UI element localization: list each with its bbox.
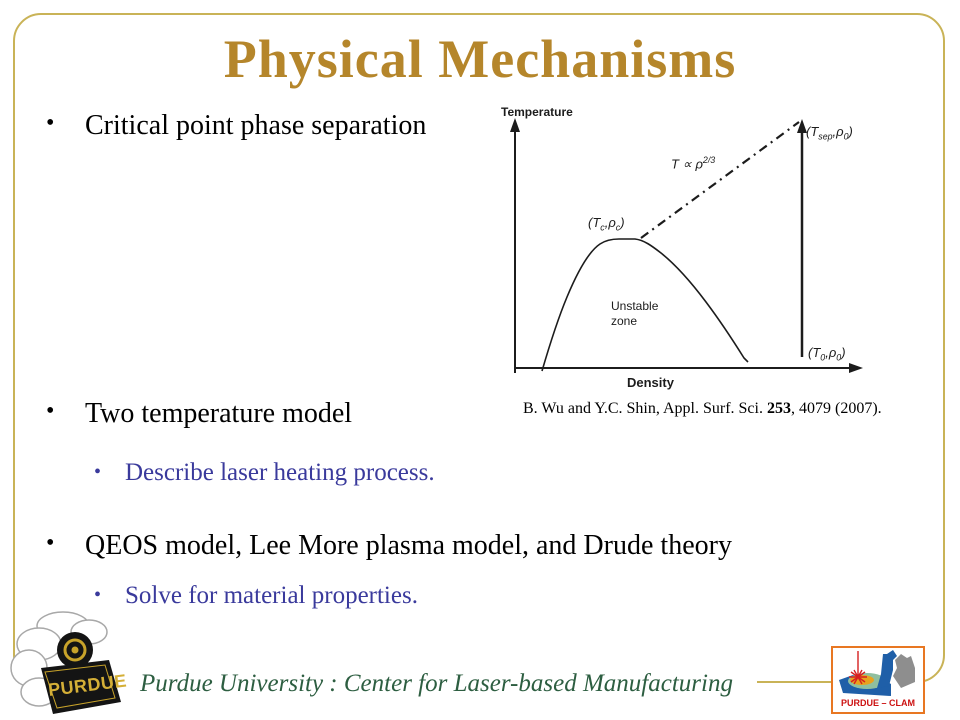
subbullet-text: Solve for material properties. bbox=[125, 582, 418, 609]
citation-volume: 253 bbox=[766, 400, 791, 417]
bullet-critical-point bbox=[42, 110, 426, 142]
bullet-text: Critical point phase separation bbox=[85, 110, 427, 141]
y-axis-arrow bbox=[510, 118, 520, 132]
subbullet-material-properties bbox=[92, 582, 418, 610]
bullet-text: QEOS model, Lee More plasma model, and Drude theory bbox=[85, 530, 732, 561]
unstable-zone-label-line2: zone bbox=[611, 314, 638, 328]
subbullet-laser-heating bbox=[92, 459, 435, 487]
purdue-clam-logo bbox=[831, 646, 925, 714]
t0-rho0-label: $(T_0,\rho_0)$ bbox=[808, 345, 846, 363]
x-axis-arrow bbox=[849, 363, 863, 373]
bullet-text: Two temperature model bbox=[85, 398, 353, 429]
tc-rhoc-label: $(T_c,\rho_c)$ bbox=[588, 215, 625, 233]
citation-pre: B. Wu and Y.C. Shin, Appl. Surf. Sci. bbox=[523, 400, 767, 417]
slide-title: Physical Mechanisms bbox=[223, 29, 737, 89]
bullet-marker: • bbox=[46, 110, 55, 136]
clam-logo-text: PURDUE – CLAM bbox=[840, 698, 916, 708]
cab-icon bbox=[41, 660, 128, 714]
unstable-zone-label-line1: Unstable bbox=[611, 299, 659, 313]
t-proportional-label: $T \propto \rho^{2/3}$ bbox=[671, 155, 716, 172]
footer-text: Purdue University : Center for Laser-based Manufacturing bbox=[140, 670, 733, 697]
t-proportional-line bbox=[641, 122, 799, 238]
phase-diagram-figure bbox=[485, 105, 895, 395]
bullet-marker: • bbox=[94, 584, 102, 606]
x-axis-label: Density bbox=[627, 375, 674, 390]
citation bbox=[523, 400, 883, 418]
unstable-zone-label bbox=[611, 299, 658, 329]
citation-post: , 4079 (2007). bbox=[790, 400, 882, 417]
bullet-two-temperature bbox=[42, 398, 352, 430]
y-axis-label: Temperature bbox=[501, 105, 573, 119]
bullet-qeos-model bbox=[42, 530, 732, 562]
purdue-train-text: PURDUE bbox=[47, 670, 128, 700]
bullet-marker: • bbox=[46, 398, 55, 424]
tsep-rho0-label: $(T_{sep},\rho_0)$ bbox=[806, 124, 853, 142]
purdue-train-logo bbox=[5, 610, 137, 720]
bullet-marker: • bbox=[94, 461, 102, 483]
subbullet-text: Describe laser heating process. bbox=[125, 459, 435, 486]
bullet-marker: • bbox=[46, 530, 55, 556]
